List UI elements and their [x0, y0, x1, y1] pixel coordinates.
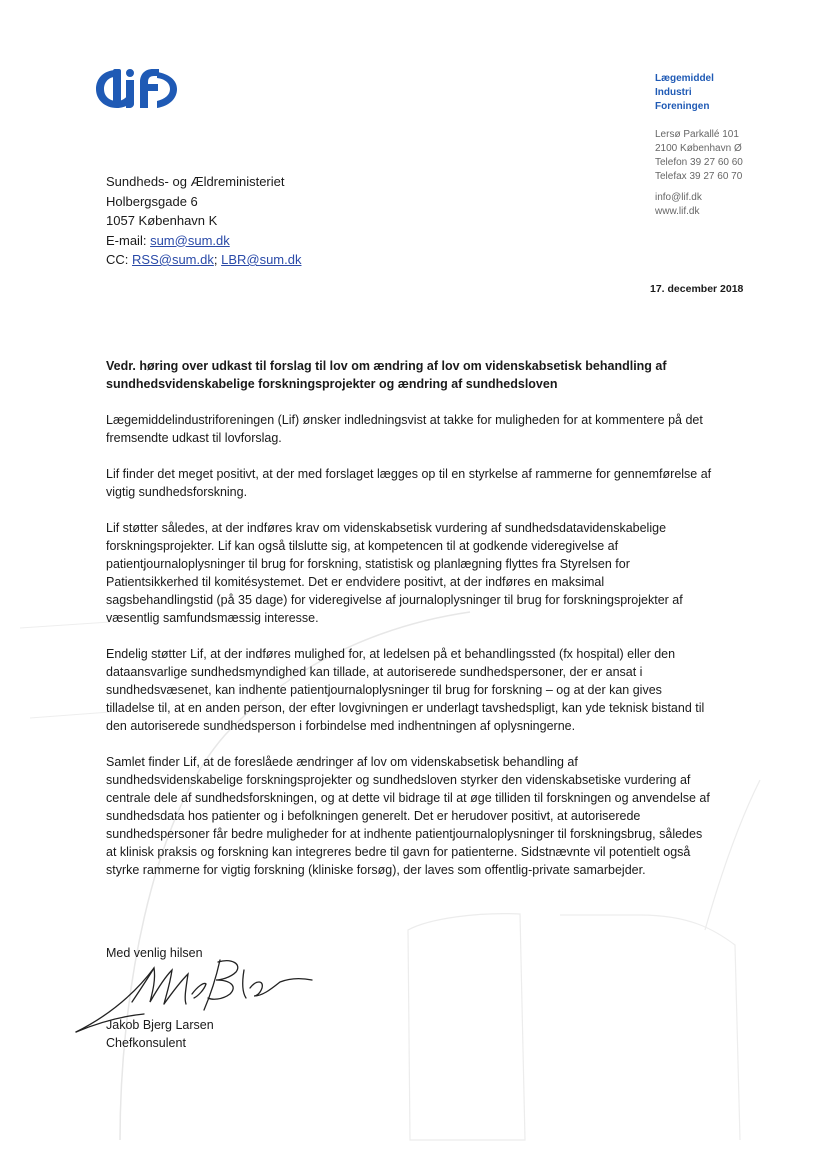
lif-logo [95, 66, 179, 110]
letter-subject: Vedr. høring over udkast til forslag til lov om ændring af lov om videnskabsetisk behandling af sundhedsvidenskabelige forskningsprojekter og ændring af sundhedsloven [106, 359, 667, 391]
recipient-email-row [106, 231, 301, 251]
address-line: 2100 København Ø [655, 143, 742, 154]
body-paragraph: Lif støtter således, at der indføres krav om videnskabsetisk vurdering af sundhedsdatavidenskabelige forskningsprojekter. Lif kan også tilslutte sig, at kompetencen til at godkende videregivelse af patientjournaloplysninger til brug for forskning, statistisk og planlægning flyttes fra Styrelsen for Patientsikkerhed til komitésystemet. Det er endvidere positivt, at der indføres en maksimal sagsbehandlingstid (på 35 dage) for videregivelse af journaloplysninger til brug for forskningsprojekter af væsentlig samfundsmæssig interesse. [106, 521, 683, 625]
fax-line: Telefax 39 27 60 70 [655, 171, 743, 182]
recipient-email-link[interactable]: sum@sum.dk [150, 232, 230, 248]
website-line: www.lif.dk [655, 206, 700, 217]
org-name-line: Industri [655, 87, 692, 98]
cc-label: CC: [106, 252, 129, 267]
signatory-name: Jakob Bjerg Larsen [106, 1018, 214, 1032]
signatory-title: Chefkonsulent [106, 1036, 186, 1050]
recipient-address [106, 172, 301, 270]
org-name-line: Lægemiddel [655, 73, 714, 84]
recipient-city: 1057 København K [106, 213, 218, 228]
body-paragraph: Samlet finder Lif, at de foreslåede ændringer af lov om videnskabsetisk behandling af sundhedsvidenskabelige forskningsprojekter og sundhedsloven styrker den videnskabsetiske vurdering af centrale dele af sundhedsforskningen, og at dette vil bidrage til at øge tilliden til forskningen og anvendelse af sundhedsdata hos patienter og i befolkningen generelt. Det er herudover positivt, at autoriserede sundhedspersoner får bedre muligheder for at indhente patientjournaloplysninger til forskningsbrug, således at klinisk praksis og forskning kan integreres bedre til gavn for patienterne. Sidstnævnte vil potentielt også styrke rammerne for vigtig forskning (kliniske forsøg), der laves som offentlig-private samarbejder. [106, 755, 710, 877]
sender-block [655, 72, 743, 219]
org-name-line: Foreningen [655, 101, 710, 112]
handwritten-signature [70, 950, 330, 1040]
recipient-cc-row [106, 250, 301, 270]
cc-separator: ; [213, 252, 218, 267]
body-paragraph: Lif finder det meget positivt, at der med forslaget lægges op til en styrkelse af rammerne for gennemførelse af vigtig sundhedsforskning. [106, 467, 712, 499]
recipient-street: Holbergsgade 6 [106, 193, 198, 209]
recipient-name: Sundheds- og Ældreministeriet [106, 174, 285, 189]
email-line: info@lif.dk [655, 192, 702, 203]
address-line: Lersø Parkallé 101 [655, 129, 739, 140]
body-paragraph: Lægemiddelindustriforeningen (Lif) ønsker indledningsvist at takke for muligheden for at kommentere på det fremsendte udkast til lovforslag. [106, 413, 703, 445]
cc-email-link[interactable]: RSS@sum.dk [132, 252, 214, 267]
cc-email-link[interactable]: LBR@sum.dk [221, 252, 302, 267]
phone-line: Telefon 39 27 60 60 [655, 157, 743, 168]
letter-date: 17. december 2018 [650, 283, 744, 295]
closing-greeting: Med venlig hilsen [106, 946, 203, 960]
letter-body [106, 357, 714, 897]
email-label: E-mail: [106, 232, 147, 248]
body-paragraph: Endelig støtter Lif, at der indføres mulighed for, at ledelsen på et behandlingssted (fx hospital) eller den dataansvarlige sundhedsmyndighed kan tillade, at autoriserede sundhedspersoner, der er ansat i sundhedsvæsenet, kan indhente patientjournaloplysninger til brug for forskning – og at der kan gives tilladelse til, at en anden person, der efter lovgivningen er underlagt tavshedspligt, kan yde teknisk bistand til den autoriserede sundhedsperson i forbindelse med indhentningen af oplysningerne. [106, 647, 705, 733]
